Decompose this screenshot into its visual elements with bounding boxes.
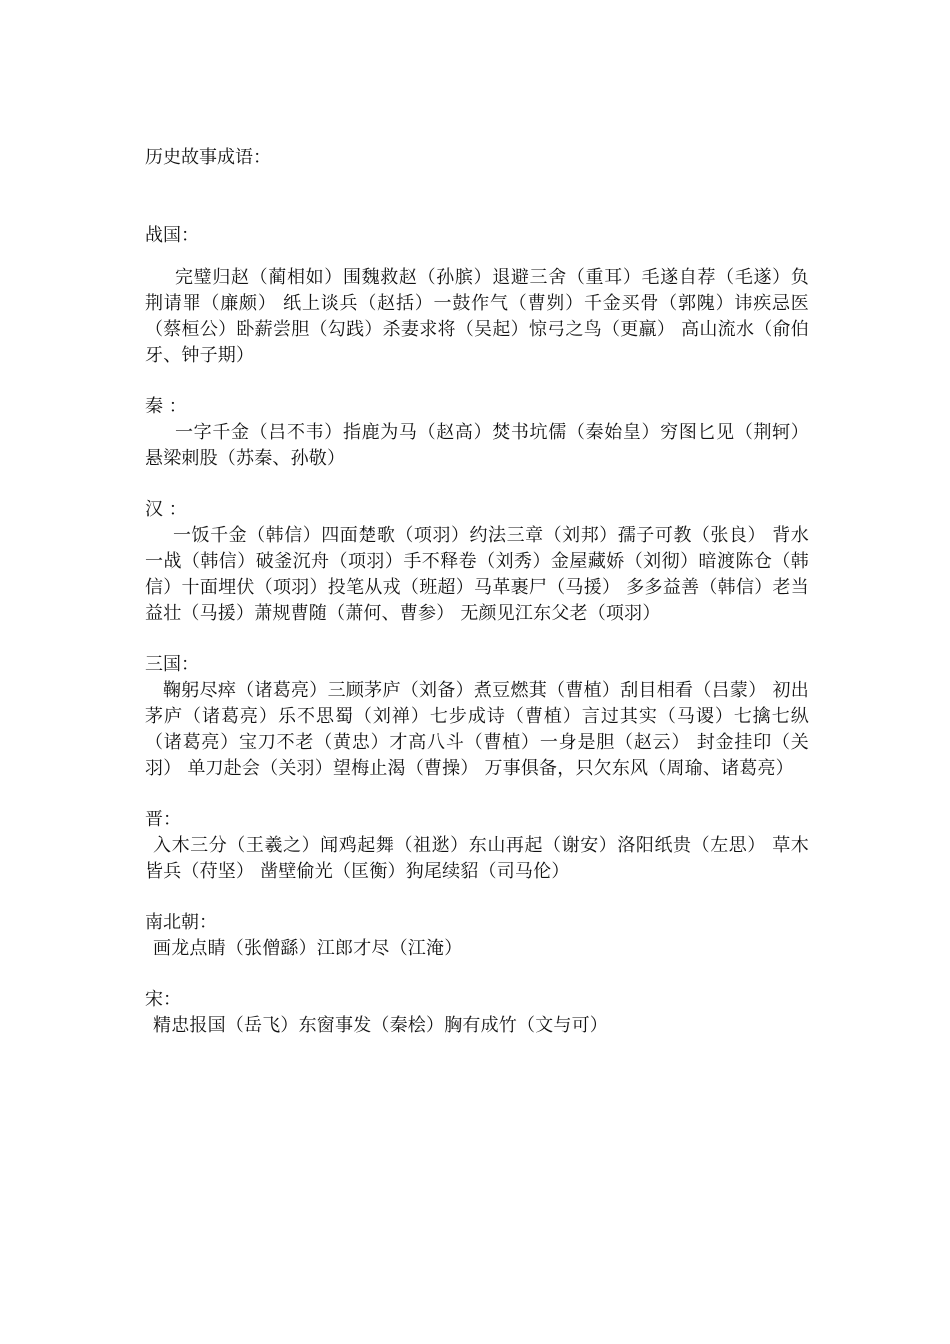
section-zhanguo <box>145 223 809 369</box>
section-body-sanguo: 鞠躬尽瘁（诸葛亮）三顾茅庐（刘备）煮豆燃萁（曹植）刮目相看（吕蒙） 初出茅庐（诸葛亮）乐不思蜀（刘禅）七步成诗（曹植）言过其实（马谡）七擒七纵（诸葛亮）宝刀不老（黄忠）才高八斗（曹植）一身是胆（赵云） 封金挂印（关羽） 单刀赴会（关羽）望梅止渴（曹操） 万事俱备，只欠东风（周瑜、诸葛亮） <box>145 680 809 779</box>
section-heading-sanguo: 三国： <box>145 654 199 675</box>
section-body-han: 一饭千金（韩信）四面楚歌（项羽）约法三章（刘邦）孺子可教（张良） 背水一战（韩信）破釜沉舟（项羽）手不释卷（刘秀）金屋藏娇（刘彻）暗渡陈仓（韩信）十面埋伏（项羽）投笔从戎（班超）马革裹尸（马援） 多多益善（韩信）老当益壮（马援）萧规曹随（萧何、曹参） 无颜见江东父老（项羽） <box>145 525 809 624</box>
section-body-qin: 一字千金（吕不韦）指鹿为马（赵高）焚书坑儒（秦始皇）穷图匕见（荆轲）悬梁刺股（苏秦、孙敬） <box>145 422 809 469</box>
section-qin <box>145 394 809 472</box>
section-sanguo <box>145 652 809 782</box>
document-title: 历史故事成语： <box>145 147 271 168</box>
section-body-jin: 入木三分（王羲之）闻鸡起舞（祖逖）东山再起（谢安）洛阳纸贵（左思） 草木皆兵（苻坚） 凿壁偷光（匡衡）狗尾续貂（司马伦） <box>145 835 809 882</box>
section-nanbeichao <box>145 910 809 962</box>
document-content <box>145 145 809 1039</box>
section-heading-nanbeichao: 南北朝： <box>145 912 217 933</box>
section-body-song: 精忠报国（岳飞）东窗事发（秦桧）胸有成竹（文与可） <box>153 1015 608 1036</box>
section-heading-qin: 秦 ： <box>145 396 187 417</box>
section-body-nanbeichao: 画龙点睛（张僧繇）江郎才尽（江淹） <box>153 938 463 959</box>
section-han <box>145 497 809 627</box>
section-heading-jin: 晋： <box>145 809 181 830</box>
section-song <box>145 987 809 1039</box>
section-body-zhanguo: 完璧归赵（蔺相如）围魏救赵（孙膑）退避三舍（重耳）毛遂自荐（毛遂）负荆请罪（廉颇） 纸上谈兵（赵括）一鼓作气（曹刿）千金买骨（郭隗）讳疾忌医（蔡桓公）卧薪尝胆（勾践）杀妻求将（吴起）惊弓之鸟（更羸） 高山流水（俞伯牙、钟子期） <box>145 267 809 366</box>
section-heading-han: 汉 ： <box>145 499 187 520</box>
section-heading-song: 宋： <box>145 989 181 1010</box>
section-heading-zhanguo: 战国： <box>145 225 199 246</box>
section-jin <box>145 807 809 885</box>
